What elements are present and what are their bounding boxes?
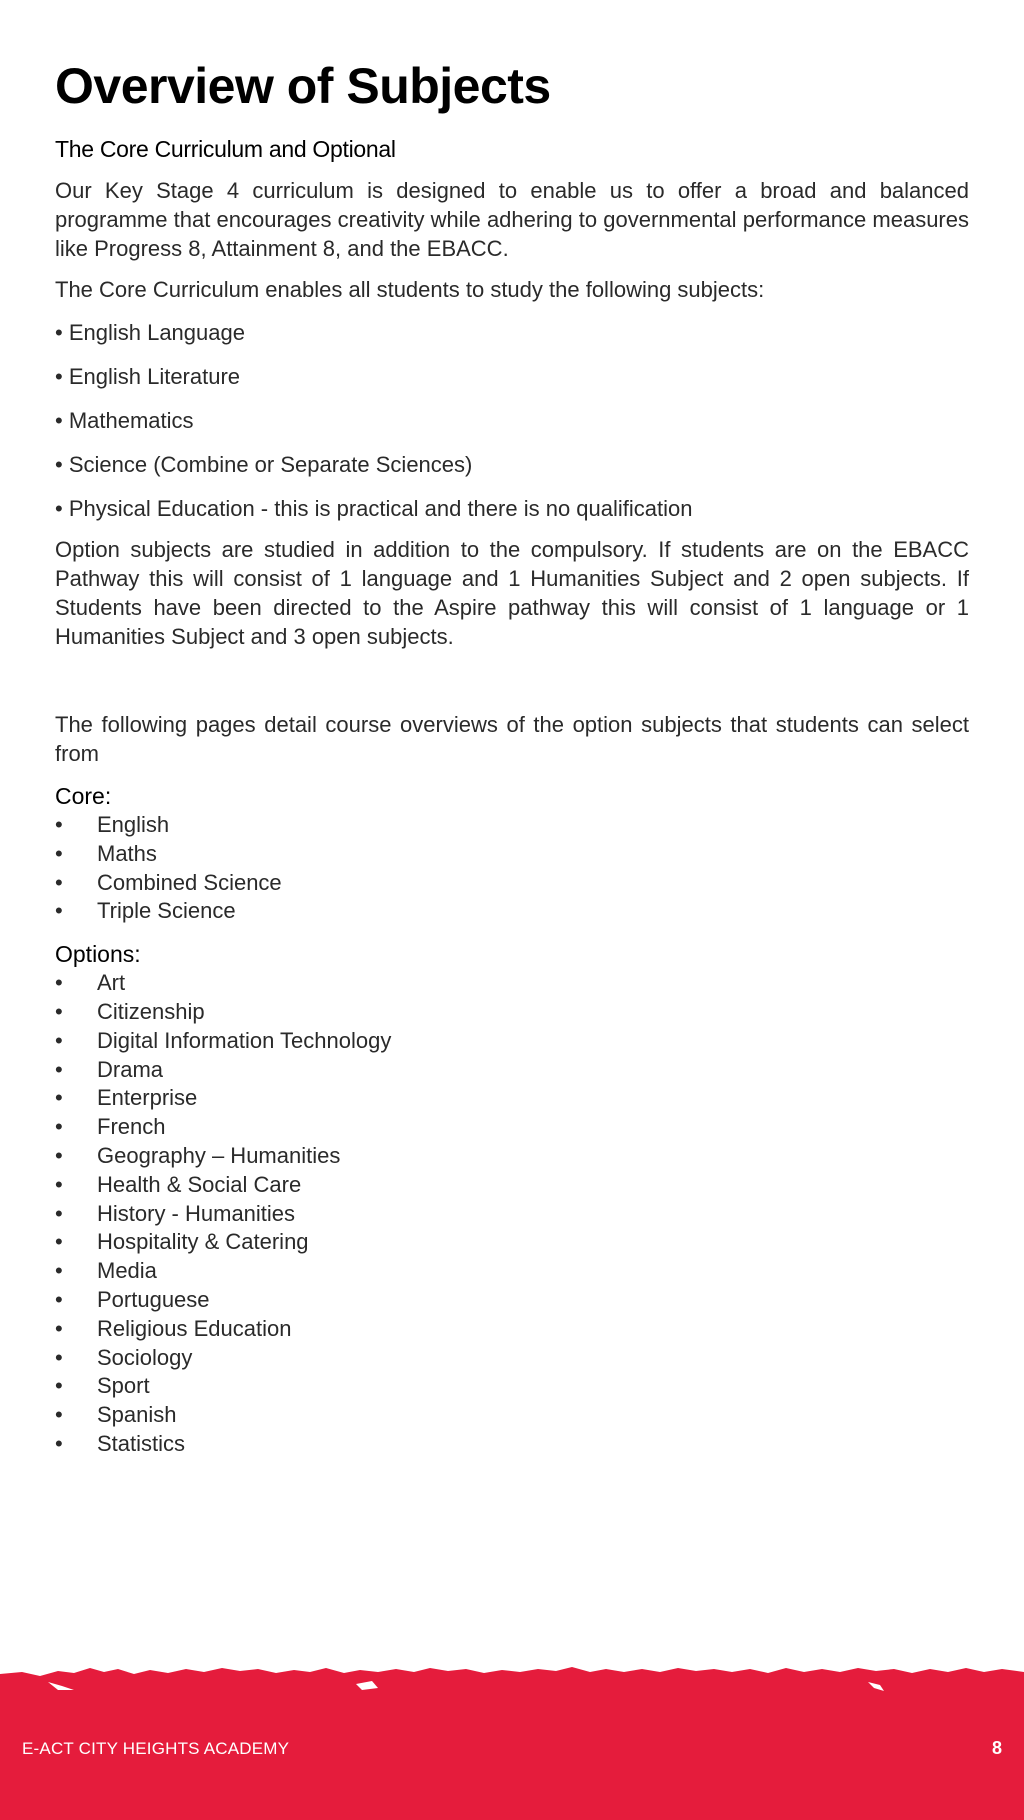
option-subject-item-label: History - Humanities (97, 1200, 296, 1226)
option-subject-item-label: Hospitality & Catering (97, 1229, 309, 1255)
core-subject-item-label: Maths (97, 840, 157, 866)
core-curriculum-item: • Science (Combine or Separate Sciences) (55, 452, 473, 477)
option-subject-item-label: Geography – Humanities (97, 1142, 341, 1168)
option-subject-item-label: Art (97, 970, 126, 996)
core-heading: Core: (55, 783, 112, 809)
option-subject-item-label: Sociology (97, 1344, 193, 1370)
core-subject-item (55, 811, 969, 840)
intro-paragraph: Our Key Stage 4 curriculum is designed to enable us to offer a broad and balanced programme that encourages creativity while adhering to governmental performance measures like Progress 8, Attainment 8, and the EBACC. (55, 178, 969, 261)
option-subject-item (55, 1372, 969, 1401)
option-subject-item-label: Enterprise (97, 1085, 198, 1111)
section-heading: The Core Curriculum and Optional (55, 136, 396, 162)
bullet-icon: • (55, 812, 63, 837)
option-subject-item (55, 1228, 969, 1257)
option-subject-item-label: Media (97, 1258, 157, 1284)
option-subject-item-label: Spanish (97, 1402, 177, 1428)
core-curriculum-item: • English Language (55, 320, 245, 345)
core-curriculum-item: • Mathematics (55, 408, 194, 433)
option-subject-item (55, 1027, 969, 1056)
option-subject-item-label: Health & Social Care (97, 1171, 302, 1197)
core-subject-item (55, 897, 969, 926)
option-subject-item-label: Drama (97, 1056, 164, 1082)
option-subject-item (55, 969, 969, 998)
page-title: Overview of Subjects (55, 58, 551, 114)
option-subject-item-label: Religious Education (97, 1315, 292, 1341)
bullet-icon: • (55, 1056, 63, 1082)
bullet-icon: • (55, 1229, 63, 1255)
page-number: 8 (991, 1738, 1002, 1758)
core-subject-item (55, 840, 969, 869)
core-curriculum-item: • English Literature (55, 364, 241, 389)
following-pages-paragraph: The following pages detail course overviews of the option subjects that students can select from (55, 712, 969, 766)
bullet-icon: • (55, 1344, 63, 1370)
option-subject-item (55, 1257, 969, 1286)
core-subject-item (55, 869, 969, 898)
bullet-icon: • (55, 1027, 63, 1053)
option-subject-item (55, 1430, 969, 1459)
option-subject-item-label: Citizenship (97, 998, 205, 1024)
option-subject-item (55, 1200, 969, 1229)
bullet-icon: • (55, 840, 63, 866)
options-heading: Options: (55, 941, 141, 968)
bullet-icon: • (55, 1200, 63, 1226)
bullet-icon: • (55, 970, 63, 996)
bullet-icon: • (55, 869, 63, 895)
option-subject-item (55, 1084, 969, 1113)
bullet-icon: • (55, 1085, 63, 1111)
bullet-icon: • (55, 1373, 63, 1399)
option-subject-item (55, 1315, 969, 1344)
page-content (55, 52, 969, 1459)
core-subject-item-label: Triple Science (97, 898, 236, 924)
core-subject-item-label: English (97, 812, 170, 837)
core-curriculum-list (55, 318, 969, 523)
options-paragraph: Option subjects are studied in addition to the compulsory. If students are on the EBACC Pathway this will consist of 1 language and 1 Humanities Subject and 2 open subjects. If Students have been directed to the Aspire pathway this will consist of 1 language or 1 Humanities Subject and 3 open subjects. (55, 537, 969, 649)
bullet-icon: • (55, 998, 63, 1024)
bullet-icon: • (55, 1171, 63, 1197)
option-subject-item (55, 1171, 969, 1200)
option-subject-item (55, 1401, 969, 1430)
option-subject-item (55, 1113, 969, 1142)
bullet-icon: • (55, 1142, 63, 1168)
bullet-icon: • (55, 1258, 63, 1284)
spacer (55, 651, 969, 698)
option-subject-item-label: French (97, 1114, 166, 1140)
option-subject-item (55, 1344, 969, 1373)
core-curriculum-item: • Physical Education - this is practical and there is no qualification (55, 496, 693, 521)
bullet-icon: • (55, 1286, 63, 1312)
bullet-icon: • (55, 1315, 63, 1341)
option-subject-item (55, 1056, 969, 1085)
core-subject-item-label: Combined Science (97, 869, 282, 895)
bullet-icon: • (55, 1114, 63, 1140)
option-subject-item (55, 1286, 969, 1315)
option-subject-item-label: Portuguese (97, 1286, 210, 1312)
option-subject-item-label: Statistics (97, 1430, 186, 1456)
option-subject-item (55, 998, 969, 1027)
bullet-icon: • (55, 898, 63, 924)
option-subject-item (55, 1142, 969, 1171)
options-subject-list (55, 969, 969, 1459)
option-subject-item-label: Digital Information Technology (97, 1027, 392, 1053)
bullet-icon: • (55, 1402, 63, 1428)
core-subject-list (55, 811, 969, 926)
footer-school-name: E-ACT CITY HEIGHTS ACADEMY (22, 1739, 290, 1758)
option-subject-item-label: Sport (97, 1373, 150, 1399)
bullet-icon: • (55, 1430, 63, 1456)
core-intro-paragraph: The Core Curriculum enables all students to study the following subjects: (55, 277, 765, 302)
